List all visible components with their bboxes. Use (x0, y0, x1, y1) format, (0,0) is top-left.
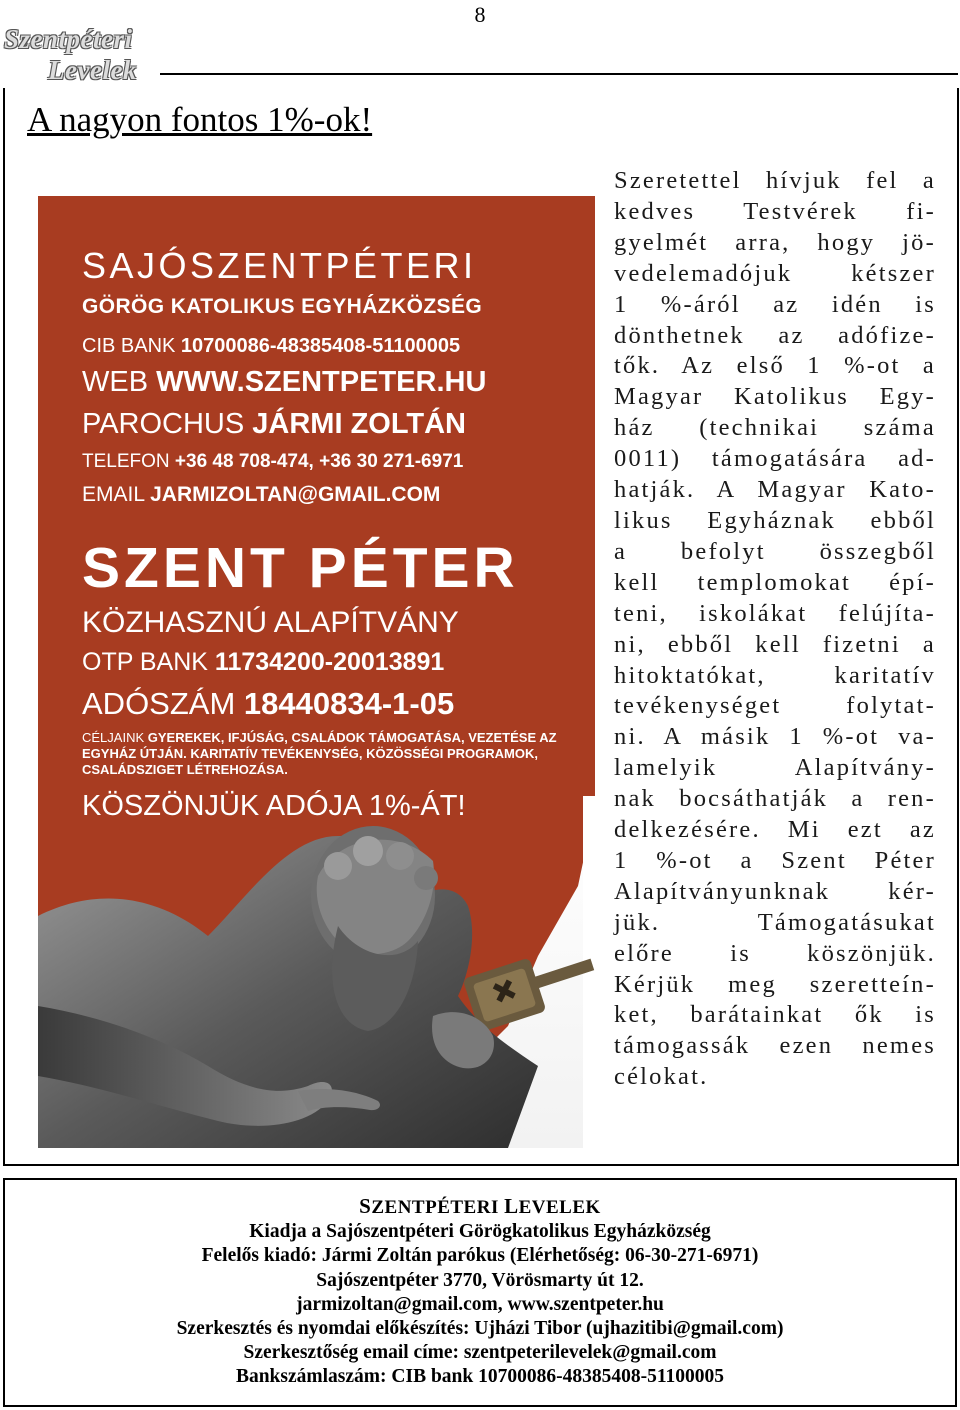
colophon-box (3, 1178, 957, 1407)
poster-otp-value: 11734200-20013891 (214, 648, 445, 676)
body-line: a befolyt összegből (614, 537, 936, 565)
poster-cib-value: 10700086-48385408-51100005 (180, 335, 461, 357)
colophon-title: SZENTPÉTERI LEVELEK (359, 1194, 601, 1218)
body-line: nak bocsáthatják a ren- (614, 785, 936, 813)
body-line: célokat. (614, 1063, 709, 1091)
body-line: hitoktatókat, karitatív (614, 661, 936, 689)
colophon-bank-account: Bankszámlaszám: CIB bank 10700086-48385408-51100005 (235, 1366, 725, 1388)
body-line: lamelyik Alapítvány- (614, 754, 936, 782)
article-body (614, 166, 936, 1093)
body-line: előre is köszönjük. (614, 939, 936, 967)
article-frame (3, 88, 959, 1166)
body-line: hatják. A Magyar Kato- (614, 476, 936, 504)
body-line: kedves Testvérek fi- (614, 197, 936, 225)
article-headline: A nagyon fontos 1%-ok! (27, 100, 373, 139)
poster-email-value: JARMIZOLTAN@GMAIL.COM (150, 483, 441, 506)
poster-goals-label: CÉLJAINK (82, 730, 145, 745)
body-line: dönthetnek az adófize- (614, 321, 936, 349)
body-line: kell templomokat épí- (614, 568, 936, 596)
body-line: Magyar Katolikus Egy- (614, 383, 936, 411)
body-line: jük. Támogatásukat (614, 908, 936, 936)
body-line: 1 %-ot a Szent Péter (614, 846, 936, 874)
body-line: Alapítványunknak kér- (614, 877, 936, 905)
colophon-address: Sajószentpéter 3770, Vörösmarty út 12. (316, 1269, 644, 1291)
body-line: tevékenységet folytat- (614, 692, 936, 720)
body-line: ni, ebből kell fizetni a (614, 630, 936, 658)
donation-poster (38, 196, 595, 1148)
poster-phone-value: +36 48 708-474, +36 30 271-6971 (174, 451, 464, 472)
poster-cib-label: CIB BANK (82, 335, 176, 357)
colophon-publisher: Kiadja a Sajószentpéteri Görögkatolikus Egyházközség (249, 1221, 711, 1243)
body-line: teni, iskolákat felújíta- (614, 599, 936, 627)
colophon-responsible-publisher: Felelős kiadó: Jármi Zoltán parókus (Elérhetőség: 06-30-271-6971) (201, 1245, 759, 1267)
body-line: delkezésére. Mi ezt az (614, 816, 936, 844)
body-line: Szeretettel hívjuk fel a (614, 167, 936, 194)
body-line: támogassák ezen nemes (614, 1032, 936, 1060)
poster-foundation-name: SZENT PÉTER (82, 536, 519, 600)
body-line: ház (technikai száma (614, 414, 936, 442)
poster-thanks: KÖSZÖNJÜK ADÓJA 1%-ÁT! (82, 790, 466, 822)
page-number: 8 (474, 2, 486, 27)
poster-tax-value: 18440834-1-05 (243, 686, 455, 721)
body-line: likus Egyháznak ebből (614, 506, 936, 534)
poster-web-value: WWW.SZENTPETER.HU (156, 366, 487, 398)
poster-tax-label: ADÓSZÁM (82, 686, 236, 721)
poster-parochus-label: PAROCHUS (82, 408, 245, 440)
body-line: vedelemadójuk kétszer (614, 259, 936, 287)
poster-parochus-value: JÁRMI ZOLTÁN (252, 408, 467, 440)
body-line: Kérjük meg szeretteín- (614, 970, 936, 998)
newsletter-logo (4, 24, 154, 88)
header-rule (160, 73, 958, 75)
poster-phone-label: TELEFON (82, 451, 170, 472)
poster-parish-title: SAJÓSZENTPÉTERI (82, 245, 477, 286)
poster-otp-label: OTP BANK (82, 648, 208, 676)
saint-peter-statue-image (38, 196, 595, 1148)
colophon-editing: Szerkesztés és nyomdai előkészítés: Ujházi Tibor (ujhazitibi@gmail.com) (176, 1318, 784, 1340)
poster-foundation-subtitle: KÖZHASZNÚ ALAPÍTVÁNY (82, 606, 459, 639)
body-line: 0011) támogatására ad- (614, 445, 936, 473)
body-line: ni. A másik 1 %-ot va- (614, 723, 936, 751)
logo-line-1: Szentpéteri (4, 24, 133, 54)
body-line: tők. Az első 1 %-ot a (614, 352, 936, 380)
colophon-editorial-email: Szerkesztőség email címe: szentpeterilevelek@gmail.com (243, 1342, 717, 1364)
poster-goals-text: GYEREKEK, IFJÚSÁG, CSALÁDOK TÁMOGATÁSA, VEZETÉSE AZ EGYHÁZ ÚTJÁN. KARITATÍV TEVÉKENYSÉG, KÖZÖSSÉGI PROGRAMOK, CSALÁDSZIGET LÉTREHOZÁSA. (82, 730, 557, 777)
body-line: ket, barátainkat ők is (614, 1001, 936, 1029)
poster-web-label: WEB (82, 366, 149, 398)
poster-email-label: EMAIL (82, 483, 145, 506)
logo-line-2: Levelek (48, 55, 137, 85)
body-line: gyelmét arra, hogy jö- (614, 228, 936, 256)
body-line: 1 %-áról az idén is (614, 290, 936, 318)
poster-parish-subtitle: GÖRÖG KATOLIKUS EGYHÁZKÖZSÉG (82, 295, 483, 318)
colophon-contact: jarmizoltan@gmail.com, www.szentpeter.hu (296, 1293, 664, 1315)
